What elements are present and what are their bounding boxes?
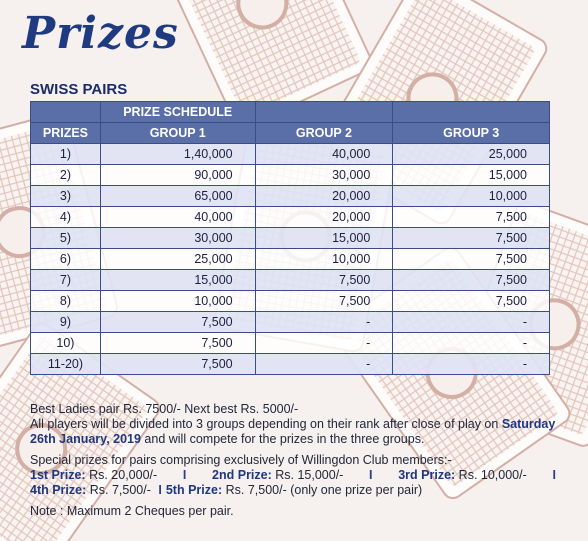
table-blank-header: [255, 102, 393, 123]
fourth-prize-label: 4th Prize:: [30, 483, 87, 497]
group-3-cell: 7,500: [393, 291, 550, 312]
table-schedule-row: [31, 102, 550, 123]
table-row: [31, 186, 550, 207]
group-1-cell: 10,000: [100, 291, 255, 312]
group-2-cell: -: [255, 333, 393, 354]
prize-rank-cell: 3): [31, 186, 101, 207]
prize-rank-cell: 1): [31, 144, 101, 165]
prize-rank-cell: 8): [31, 291, 101, 312]
first-prize-value: Rs. 20,000/-: [85, 468, 158, 482]
group-1-cell: 15,000: [100, 270, 255, 291]
prize-rank-cell: 9): [31, 312, 101, 333]
group-3-cell: 10,000: [393, 186, 550, 207]
group-2-cell: 20,000: [255, 207, 393, 228]
column-header-group-2: GROUP 2: [255, 123, 393, 144]
fourth-prize-value: Rs. 7,500/-: [86, 483, 151, 497]
prize-rank-cell: 6): [31, 249, 101, 270]
group-1-cell: 7,500: [100, 333, 255, 354]
fifth-prize-value: Rs. 7,500/- (only one prize per pair): [222, 483, 423, 497]
group-2-cell: -: [255, 312, 393, 333]
table-header-row: [31, 123, 550, 144]
group-2-cell: 10,000: [255, 249, 393, 270]
separator: I: [552, 468, 556, 482]
groups-text: [30, 417, 560, 447]
group-1-cell: 7,500: [100, 354, 255, 375]
table-row: [31, 333, 550, 354]
table-blank-header: [393, 102, 550, 123]
group-2-cell: -: [255, 354, 393, 375]
prize-schedule-label: PRIZE SCHEDULE: [100, 102, 255, 123]
table-row: [31, 207, 550, 228]
table-row: [31, 144, 550, 165]
groups-text-start: All players will be divided into 3 groups depending on their rank after close of play on: [30, 417, 499, 431]
group-1-cell: 1,40,000: [100, 144, 255, 165]
section-heading: SWISS PAIRS: [30, 81, 128, 98]
prize-rank-cell: 7): [31, 270, 101, 291]
group-3-cell: -: [393, 333, 550, 354]
table-row: [31, 354, 550, 375]
third-prize: [398, 468, 527, 483]
group-3-cell: -: [393, 312, 550, 333]
cheque-note: Note : Maximum 2 Cheques per pair.: [30, 504, 234, 518]
first-prize-label: 1st Prize:: [30, 468, 86, 482]
table-row: [31, 291, 550, 312]
column-header-group-3: GROUP 3: [393, 123, 550, 144]
special-prizes-intro: [30, 453, 560, 468]
group-2-cell: 7,500: [255, 291, 393, 312]
group-1-cell: 30,000: [100, 228, 255, 249]
ladies-prize-text: Best Ladies pair Rs. 7500/- Next best Rs. 5000/-: [30, 402, 299, 416]
special-prizes-text: Special prizes for pairs comprising exclusively of Willingdon Club members:-: [30, 453, 452, 467]
second-prize-value: Rs. 15,000/-: [271, 468, 344, 482]
column-header-group-1: GROUP 1: [100, 123, 255, 144]
group-3-cell: 7,500: [393, 207, 550, 228]
group-3-cell: 25,000: [393, 144, 550, 165]
table-row: [31, 228, 550, 249]
table-row: [31, 165, 550, 186]
first-prize: [30, 468, 157, 483]
third-prize-label: 3rd Prize:: [398, 468, 456, 482]
group-2-cell: 7,500: [255, 270, 393, 291]
separator: I: [182, 468, 187, 482]
third-prize-value: Rs. 10,000/-: [455, 468, 527, 482]
group-1-cell: 90,000: [100, 165, 255, 186]
prize-schedule-table: [30, 101, 550, 375]
group-2-cell: 15,000: [255, 228, 393, 249]
group-3-cell: 7,500: [393, 228, 550, 249]
prize-rank-cell: 2): [31, 165, 101, 186]
prize-notes: [30, 402, 560, 519]
prize-rank-cell: 5): [31, 228, 101, 249]
prize-rank-cell: 11-20): [31, 354, 101, 375]
second-prize-label: 2nd Prize:: [212, 468, 272, 482]
special-prizes-line-2: [30, 483, 560, 498]
special-prizes-line-1: [30, 468, 560, 483]
group-1-cell: 65,000: [100, 186, 255, 207]
group-1-cell: 7,500: [100, 312, 255, 333]
group-3-cell: 15,000: [393, 165, 550, 186]
second-prize: [212, 468, 343, 483]
group-3-cell: 7,500: [393, 249, 550, 270]
group-2-cell: 20,000: [255, 186, 393, 207]
groups-text-end: and will compete for the prizes in the three groups.: [140, 432, 425, 446]
table-row: [31, 249, 550, 270]
fifth-prize-label: 5th Prize:: [165, 483, 223, 497]
prize-rank-cell: 10): [31, 333, 101, 354]
groups-date: Saturday 26th January, 2019: [30, 417, 556, 446]
group-1-cell: 40,000: [100, 207, 255, 228]
group-3-cell: -: [393, 354, 550, 375]
column-header-prizes: PRIZES: [31, 123, 101, 144]
table-row: [31, 312, 550, 333]
prize-rank-cell: 4): [31, 207, 101, 228]
table-corner-cell: [31, 102, 101, 123]
page-title: Prizes: [22, 8, 179, 59]
group-3-cell: 7,500: [393, 270, 550, 291]
group-1-cell: 25,000: [100, 249, 255, 270]
group-2-cell: 40,000: [255, 144, 393, 165]
group-2-cell: 30,000: [255, 165, 393, 186]
separator: I: [158, 483, 162, 497]
table-row: [31, 270, 550, 291]
separator: I: [369, 468, 373, 482]
